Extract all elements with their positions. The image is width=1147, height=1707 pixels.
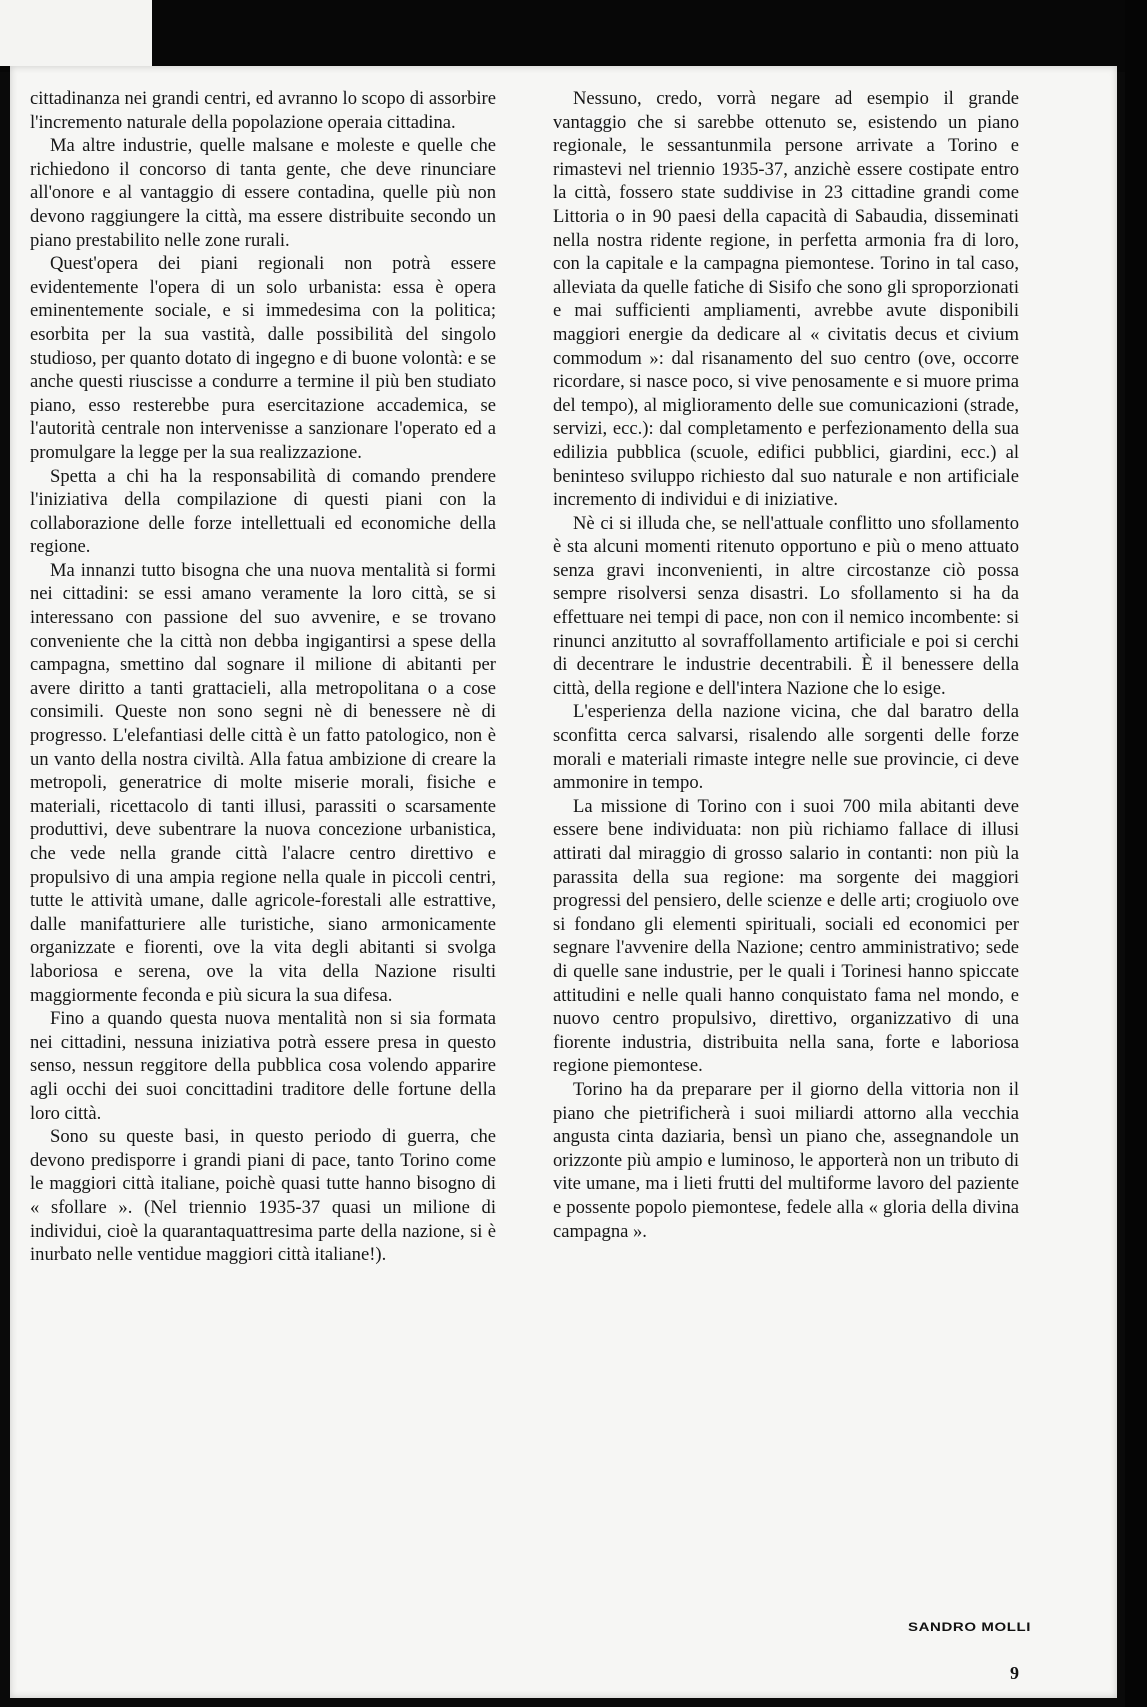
scan-dark-border-top	[0, 0, 1147, 72]
paragraph: Torino ha da preparare per il giorno della vittoria non il piano che pietrificherà i suoi miliardi attorno alla vecchia angusta cinta daziaria, bensì un piano che, assegnandole un orizzonte più ampio e luminoso, le apporterà non un tributo di vite umane, ma i lieti frutti del multiforme lavoro del paziente e possente popolo piemontese, fedele alla « gloria della divina campagna ».	[553, 1078, 1019, 1242]
paragraph: Nessuno, credo, vorrà negare ad esempio il grande vantaggio che si sarebbe ottenuto se, esistendo un piano regionale, le sessantunmila persone arrivate a Torino e rimastevi nel triennio 1935-37, anzichè essere costipate entro la città, fossero state suddivise in 23 cittadine grandi come Littoria o in 90 paesi della capacità di Sabaudia, disseminati nella nostra ridente regione, in perfetta armonia fra di loro, con la capitale e la campagna piemontese. Torino in tal caso, alleviata da quelle fatiche di Sisifo che sono gli sproporzionati e mai sufficienti ampliamenti, avrebbe avute disponibili maggiori energie da dedicare al « civitatis decus et civium commodum »: dal risanamento del suo centro (ove, occorre ricordare, si nasce poco, si vive penosamente e si muore prima del tempo), al miglioramento delle sue comunicazioni (strade, servizi, ecc.): dal completamento e perfezionamento della sua edilizia pubblica (scuole, edifici pubblici, giardini, ecc.) al beninteso sviluppo richiesto dal suo naturale e non artificiale incremento di individui e di iniziative.	[553, 88, 1019, 511]
paragraph: cittadinanza nei grandi centri, ed avranno lo scopo di assorbire l'incremento naturale della popolazione operaia cittadina.	[30, 88, 496, 133]
document-page	[10, 66, 1117, 1698]
paragraph: Ma innanzi tutto bisogna che una nuova mentalità si formi nei cittadini: se essi amano veramente la loro città, se si interessano con passione del suo avvenire, e se trovano conveniente che la città non debba ingigantirsi a spese della campagna, smettino dal sognare il milione di abitanti per avere diritto a tanti grattacieli, alla metropolitana o a cose consimili. Queste non sono segni nè di benessere nè di progresso. L'elefantiasi delle città è un fatto patologico, non è un vanto della nostra civiltà. Alla fatua ambizione di creare la metropoli, generatrice di molte miserie morali, fisiche e materiali, ricettacolo di tanti illusi, parassiti o scarsamente produttivi, deve subentrare la nuova concezione urbanistica, che vede nella grande città l'alacre centro direttivo e propulsivo di una ampia regione nella quale in piccoli centri, tutte le attività umane, dalle agricole-forestali alle estrattive, dalle manifatturiere alle turistiche, siano armonicamente organizzate e fiorenti, ove la vita degli abitanti si svolga laboriosa e serena, ove la vita della Nazione risulti maggiormente feconda e più sicura la sua difesa.	[30, 559, 496, 1006]
scan-light-corner	[0, 0, 152, 66]
paragraph: Quest'opera dei piani regionali non potrà essere evidentemente l'opera di un solo urbanista: essa è opera eminentemente sociale, e si immedesima con la politica; esorbita per la sua vastità, dalle possibilità del singolo studioso, per quanto dotato di ingegno e di buone volontà: e se anche questi riuscisse a condurre a termine il più ben studiato piano, esso resterebbe pura esercitazione accademica, se l'autorità centrale non intervenisse a sanzionare l'operato ed a promulgare la legge per la sua realizzazione.	[30, 253, 496, 463]
paragraph: Fino a quando questa nuova mentalità non si sia formata nei cittadini, nessuna iniziativa potrà essere presa in questo senso, nessun reggitore della pubblica cosa volendo apparire agli occhi dei suoi concittadini traditore delle fortune della loro città.	[30, 1008, 496, 1124]
paragraph: Ma altre industrie, quelle malsane e moleste e quelle che richiedono il concorso di tanta gente, che deve rinunciare all'onore e al vantaggio di essere contadina, quelle più non devono raggiungere la città, ma essere distribuite secondo un piano prestabilito nelle zone rurali.	[30, 135, 496, 251]
paragraph: L'esperienza della nazione vicina, che dal baratro della sconfitta cerca salvarsi, risalendo alle sorgenti delle forze morali e materiali rimaste integre nelle sue provincie, ci deve ammonire in tempo.	[553, 701, 1019, 794]
paragraph: Sono su queste basi, in questo periodo di guerra, che devono predisporre i grandi piani di pace, tanto Torino come le maggiori città italiane, poichè quasi tutte hanno bisogno di « sfollare ». (Nel triennio 1935-37 quasi un milione di individui, cioè la quarantaquattresima parte della nazione, si è inurbato nelle ventidue maggiori città italiane!).	[30, 1126, 496, 1266]
paragraph: Nè ci si illuda che, se nell'attuale conflitto uno sfollamento è sta alcuni momenti ritenuto opportuno e più o meno attuato senza gravi inconvenienti, in altre circostanze ciò possa sempre risolversi senza disastri. Lo sfollamento si ha da effettuare nei tempi di pace, non con il nemico incombente: si rinunci anzitutto al sovraffollamento artificiale e poi si cerchi di decentrare le industrie decentrabili. È il benessere della città, della regione e dell'intera Nazione che lo esige.	[553, 512, 1019, 699]
paragraph: Spetta a chi ha la responsabilità di comando prendere l'iniziativa della compilazione di questi piani con la collaborazione delle forze intellettuali ed economiche della regione.	[30, 465, 496, 558]
page-number: 9	[1010, 1663, 1019, 1683]
paragraph: La missione di Torino con i suoi 700 mila abitanti deve essere bene individuata: non più richiamo fallace di illusi attirati dal miraggio di grosso salario in contanti: non più la parassita della sua regione: ma sorgente dei maggiori progressi del pensiero, delle scienze e delle arti; crogiuolo ove si fondano gli elementi spirituali, sociali ed economici per segnare l'avvenire della Nazione; centro amministrativo; sede di quelle sane industrie, per le quali i Torinesi hanno spiccate attitudini e nelle quali hanno conquistato fama nel mondo, e nuovo centro propulsivo, direttivo, organizzativo di una fiorente industria, distribuita nella sana, forte e laboriosa regione piemontese.	[553, 795, 1019, 1077]
right-column	[553, 87, 1019, 1243]
scan-dark-border-right	[1125, 0, 1147, 1707]
author-signature: SANDRO MOLLI	[908, 1620, 1032, 1635]
left-column	[30, 87, 496, 1267]
